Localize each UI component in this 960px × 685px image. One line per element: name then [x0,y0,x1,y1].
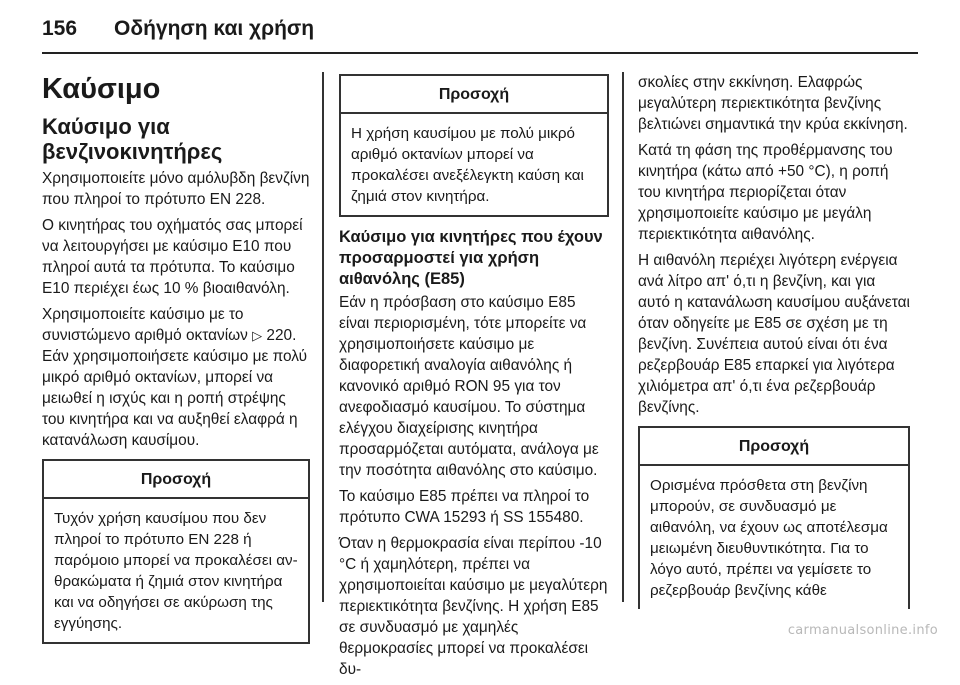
subsection-title: Καύσιμο για κινητήρες που έχουν προσαρμοστεί για χρήση αιθανόλης (E85) [339,228,603,288]
page-title: Οδήγηση και χρήση [114,17,315,40]
column-divider [622,72,624,602]
caution-text: Η χρήση καυσίμου με πολύ μικρό αριθμό οκτανίων μπορεί να προκαλέσει ανεξέλεγκτη καύση και ζημιά στον κινητήρα. [351,125,584,205]
page-number: 156 [42,17,78,40]
paragraph-text: Χρησιμοποιείτε καύσιμο με το συνιστώμενο αριθμό οκτανίων [42,306,253,344]
paragraph: Εάν η πρόσβαση στο καύσιμο E85 είναι περιορισμένη, τότε μπορείτε να χρησιμοποιήσετε καύσιμο με διαφορετική αναλογία αιθανόλης ή κανονικό αριθμό RON 95 για τον ανεφοδιασμό καυσίμου. Το σύστημα ελέγχου διαχείρισης κινητήρα προσαρμόζεται αυτόματα, ανάλογα με την ποσότητα αιθανόλης στο καύσιμο. [339,294,599,479]
caution-title: Προσοχή [341,76,607,114]
paragraph: Όταν η θερμοκρασία είναι περίπου -10 °C ή χαμηλότερη, πρέπει να χρησιμοποιείται καύσιμο με μεγαλύτερη περιεκτικότητα βενζίνης. Η χρήση E85 σε συνδυασμό με χαμηλές θερμοκρασίες μπορεί να προκαλέσει δυ- [339,535,608,678]
column-3 [638,72,910,619]
paragraph: σκολίες στην εκκίνηση. Ελαφρώς μεγαλύτερη περιεκτικότητα βενζίνης βελτιώνει σημαντικά την κρύα εκκίνηση. [638,74,908,133]
watermark: carmanualsonline.info [787,623,938,638]
paragraph: Ο κινητήρας του οχήματός σας μπορεί να λειτουργήσει με καύσιμο E10 που πληροί αυτά τα πρότυπα. Το καύσιμο E10 περιέχει έως 10 % βιοαιθανόλη. [42,217,303,297]
column-2 [339,74,609,685]
caution-title: Προσοχή [640,428,908,466]
paragraph: Κατά τη φάση της προθέρμανσης του κινητήρα (κάτω από +50 °C), η ροπή του κινητήρα περιορίζεται όταν χρησιμοποιείτε καύσιμο με μεγάλη περιεκτικότητα αιθανόλης. [638,142,893,243]
caution-text: Ορισμένα πρόσθετα στη βενζίνη μπορούν, σε συνδυασμό με αιθανόλη, να έχουν ως αποτέλεσμα μειωμένη διευθυντικότητα. Για το λόγο αυτό, πρέπει να γεμίσετε το ρεζερβουάρ βενζίνης κάθε [650,477,888,599]
caution-box [638,426,910,609]
caution-text: Τυχόν χρήση καυσίμου που δεν πληροί το πρότυπο EN 228 ή παρόμοιο μπορεί να προκαλέσει ανθρακώματα ή ζημιά στον κινητήρα και να οδηγήσει σε ακύρωση της εγγύησης. [54,510,298,632]
page-reference-arrow-icon: ▷ [252,328,263,343]
subsection-title: Καύσιμο για βενζινοκινητήρες [42,114,223,164]
paragraph: Χρησιμοποιείτε μόνο αμόλυβδη βενζίνη που πληροί το πρότυπο EN 228. [42,170,310,208]
paragraph: Η αιθανόλη περιέχει λιγότερη ενέργεια ανά λίτρο απ' ό,τι η βενζίνη, και για αυτό η κατανάλωση καυσίμου αυξάνεται όταν οδηγείτε με E85 σε σχέση με τη βενζίνη. Συνέπεια αυτού είναι ότι ένα ρεζερβουάρ E85 επαρκεί για λιγότερα χιλιόμετρα απ' ό,τι ένα ρεζερβουάρ βενζίνης. [638,252,910,416]
paragraph-text: 220. Εάν χρησιμοποιήσετε καύσιμο με πολύ μικρό αριθμό οκτανίων, μπορεί να μειωθεί η ισχύς και η ροπή στρέψης του κινητήρα και να αυξηθεί ελαφρά η κατανάλωση καυσίμου. [42,327,308,449]
section-title: Καύσιμο [42,73,161,105]
column-1 [42,72,310,654]
caution-box [42,459,310,644]
paragraph: Το καύσιμο E85 πρέπει να πληροί το πρότυπο CWA 15293 ή SS 155480. [339,488,590,526]
header-rule [42,52,918,54]
page-header [42,12,314,46]
caution-title: Προσοχή [44,461,308,499]
caution-box [339,74,609,217]
paragraph [42,304,310,451]
column-divider [322,72,324,602]
